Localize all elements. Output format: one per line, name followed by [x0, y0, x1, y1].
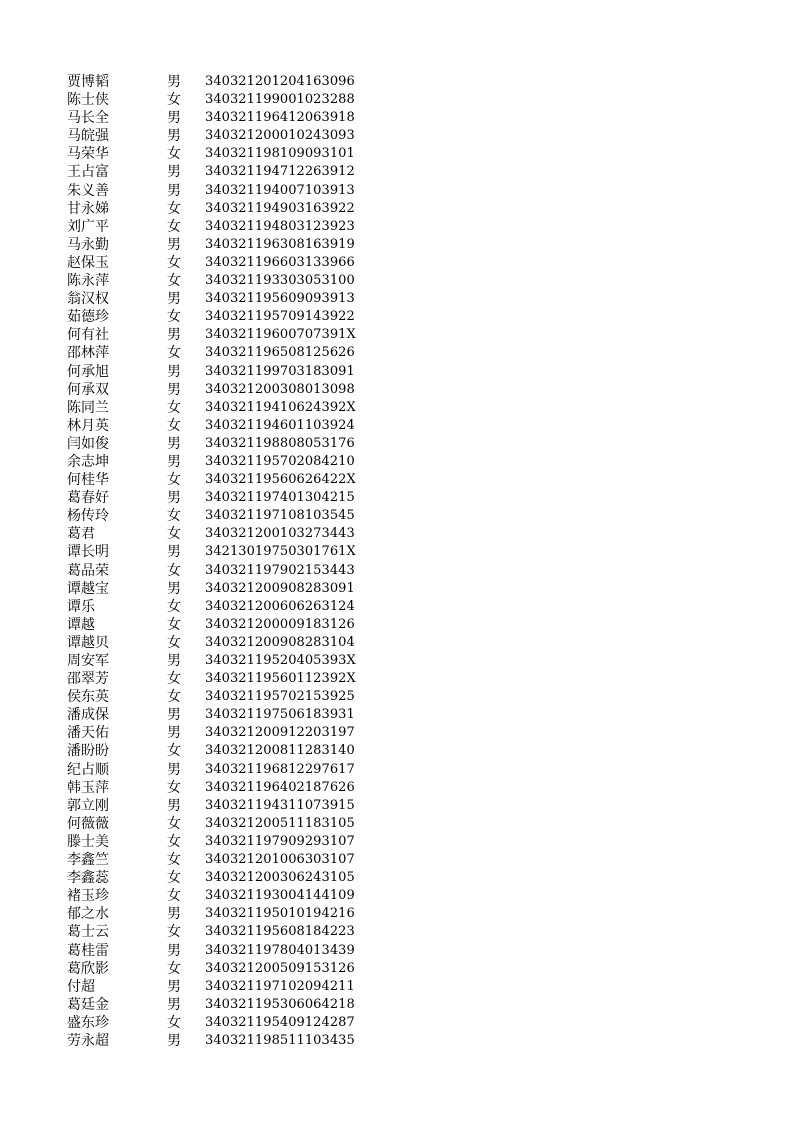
name-cell: 茹德珍 — [67, 309, 109, 326]
name-cell: 何承旭 — [67, 363, 109, 380]
name-cell: 滕士美 — [67, 833, 109, 850]
id-number-cell: 340321200308013098 — [205, 381, 355, 397]
name-cell: 葛廷金 — [67, 996, 109, 1013]
id-number-cell: 340321199001023288 — [205, 92, 355, 108]
table-row — [0, 942, 793, 960]
table-row — [0, 797, 793, 815]
id-number-cell: 340321200009183126 — [205, 616, 355, 632]
table-row — [0, 417, 793, 435]
id-number-cell: 340321195010194216 — [205, 906, 355, 922]
name-cell: 盛东珍 — [67, 1014, 109, 1031]
table-row — [0, 869, 793, 887]
id-number-cell: 340321197902153443 — [205, 562, 355, 578]
name-cell: 陈士侠 — [67, 92, 109, 109]
id-number-cell: 340321196308163919 — [205, 236, 355, 252]
table-row — [0, 218, 793, 236]
table-row — [0, 471, 793, 489]
name-cell: 潘盼盼 — [67, 743, 109, 760]
id-number-cell: 340321198109093101 — [205, 146, 355, 162]
name-cell: 何薇薇 — [67, 815, 109, 832]
gender-cell: 男 — [167, 725, 181, 742]
id-number-cell: 340321200103273443 — [205, 526, 355, 542]
name-cell: 谭乐 — [67, 598, 95, 615]
id-number-cell: 34032119410624392X — [205, 399, 356, 415]
table-row — [0, 688, 793, 706]
gender-cell: 男 — [167, 381, 181, 398]
gender-cell: 女 — [167, 815, 181, 832]
gender-cell: 女 — [167, 833, 181, 850]
table-row — [0, 363, 793, 381]
gender-cell: 男 — [167, 435, 181, 452]
table-row — [0, 453, 793, 471]
table-row — [0, 887, 793, 905]
name-cell: 王占富 — [67, 164, 109, 181]
gender-cell: 男 — [167, 327, 181, 344]
gender-cell: 男 — [167, 761, 181, 778]
gender-cell: 女 — [167, 598, 181, 615]
name-cell: 侯东英 — [67, 689, 109, 706]
gender-cell: 男 — [167, 580, 181, 597]
name-cell: 刘广平 — [67, 218, 109, 235]
name-cell: 潘天佑 — [67, 725, 109, 742]
gender-cell: 女 — [167, 852, 181, 869]
name-cell: 何桂华 — [67, 472, 109, 489]
gender-cell: 女 — [167, 254, 181, 271]
gender-cell: 男 — [167, 236, 181, 253]
id-number-cell: 340321194311073915 — [205, 797, 355, 813]
table-row — [0, 851, 793, 869]
table-row — [0, 634, 793, 652]
id-number-cell: 340321197804013439 — [205, 942, 355, 958]
name-cell: 葛桂雷 — [67, 942, 109, 959]
id-number-cell: 340321199703183091 — [205, 363, 355, 379]
gender-cell: 女 — [167, 671, 181, 688]
name-cell: 谭越宝 — [67, 580, 109, 597]
name-cell: 邵翠芳 — [67, 671, 109, 688]
id-number-cell: 340321200811283140 — [205, 743, 355, 759]
gender-cell: 女 — [167, 472, 181, 489]
id-number-cell: 340321195608184223 — [205, 924, 355, 940]
gender-cell: 男 — [167, 797, 181, 814]
name-cell: 谭越贝 — [67, 634, 109, 651]
gender-cell: 女 — [167, 526, 181, 543]
gender-cell: 女 — [167, 1014, 181, 1031]
gender-cell: 女 — [167, 634, 181, 651]
table-row — [0, 833, 793, 851]
gender-cell: 女 — [167, 743, 181, 760]
table-row — [0, 706, 793, 724]
id-number-cell: 340321196812297617 — [205, 761, 355, 777]
table-row — [0, 73, 793, 91]
name-cell: 马长全 — [67, 110, 109, 127]
name-cell: 杨传玲 — [67, 508, 109, 525]
table-row — [0, 742, 793, 760]
name-cell: 李鑫蕊 — [67, 870, 109, 887]
table-row — [0, 326, 793, 344]
id-number-cell: 34032119600707391X — [205, 327, 356, 343]
table-row — [0, 598, 793, 616]
table-row — [0, 960, 793, 978]
table-row — [0, 200, 793, 218]
table-row — [0, 381, 793, 399]
id-number-cell: 340321198808053176 — [205, 435, 355, 451]
gender-cell: 男 — [167, 544, 181, 561]
id-number-cell: 340321193004144109 — [205, 888, 355, 904]
id-number-cell: 340321196508125626 — [205, 345, 355, 361]
name-cell: 陈同兰 — [67, 399, 109, 416]
name-cell: 谭越 — [67, 616, 95, 633]
name-cell: 谭长明 — [67, 544, 109, 561]
name-cell: 郭立刚 — [67, 797, 109, 814]
id-number-cell: 340321195709143922 — [205, 309, 355, 325]
id-number-cell: 340321195609093913 — [205, 291, 355, 307]
name-cell: 褚玉珍 — [67, 888, 109, 905]
gender-cell: 男 — [167, 182, 181, 199]
id-number-cell: 34213019750301761X — [205, 544, 356, 560]
gender-cell: 女 — [167, 273, 181, 290]
gender-cell: 男 — [167, 291, 181, 308]
id-number-cell: 34032119560626422X — [205, 472, 356, 488]
id-number-cell: 340321197401304215 — [205, 490, 355, 506]
id-number-cell: 340321200511183105 — [205, 815, 355, 831]
table-row — [0, 616, 793, 634]
id-number-cell: 340321195409124287 — [205, 1014, 355, 1030]
table-row — [0, 109, 793, 127]
table-row — [0, 996, 793, 1014]
id-number-cell: 340321193303053100 — [205, 273, 355, 289]
table-row — [0, 236, 793, 254]
id-number-cell: 340321200509153126 — [205, 960, 355, 976]
table-row — [0, 905, 793, 923]
table-row — [0, 91, 793, 109]
gender-cell: 女 — [167, 146, 181, 163]
roster-sheet — [0, 73, 793, 1050]
id-number-cell: 34032119560112392X — [205, 671, 356, 687]
name-cell: 纪占顺 — [67, 761, 109, 778]
gender-cell: 女 — [167, 508, 181, 525]
name-cell: 付超 — [67, 978, 95, 995]
name-cell: 余志坤 — [67, 453, 109, 470]
gender-cell: 女 — [167, 309, 181, 326]
name-cell: 甘永娣 — [67, 200, 109, 217]
id-number-cell: 340321196603133966 — [205, 254, 355, 270]
gender-cell: 女 — [167, 345, 181, 362]
gender-cell: 男 — [167, 110, 181, 127]
name-cell: 马永勤 — [67, 236, 109, 253]
id-number-cell: 340321195702153925 — [205, 689, 355, 705]
name-cell: 葛品荣 — [67, 562, 109, 579]
gender-cell: 男 — [167, 942, 181, 959]
gender-cell: 男 — [167, 1032, 181, 1049]
table-row — [0, 670, 793, 688]
name-cell: 周安军 — [67, 653, 109, 669]
table-row — [0, 562, 793, 580]
table-row — [0, 1014, 793, 1032]
name-cell: 翁汉权 — [67, 291, 109, 308]
id-number-cell: 340321200010243093 — [205, 128, 355, 144]
id-number-cell: 340321197506183931 — [205, 707, 355, 723]
id-number-cell: 340321200606263124 — [205, 598, 355, 614]
id-number-cell: 340321194601103924 — [205, 417, 355, 433]
id-number-cell: 340321200908283104 — [205, 634, 355, 650]
name-cell: 葛春好 — [67, 490, 109, 507]
gender-cell: 女 — [167, 92, 181, 109]
table-row — [0, 815, 793, 833]
name-cell: 何有社 — [67, 327, 109, 344]
id-number-cell: 340321200908283091 — [205, 580, 355, 596]
name-cell: 林月英 — [67, 417, 109, 434]
gender-cell: 男 — [167, 164, 181, 181]
table-row — [0, 163, 793, 181]
name-cell: 潘成保 — [67, 707, 109, 724]
name-cell: 陈永萍 — [67, 273, 109, 290]
gender-cell: 男 — [167, 996, 181, 1013]
id-number-cell: 340321200912203197 — [205, 725, 355, 741]
table-row — [0, 507, 793, 525]
gender-cell: 男 — [167, 453, 181, 470]
table-row — [0, 978, 793, 996]
name-cell: 贾博韬 — [67, 74, 109, 90]
name-cell: 葛君 — [67, 526, 95, 543]
id-number-cell: 340321195702084210 — [205, 453, 355, 469]
id-number-cell: 34032119520405393X — [205, 653, 356, 668]
name-cell: 韩玉萍 — [67, 779, 109, 796]
table-row — [0, 399, 793, 417]
id-number-cell: 340321201204163096 — [205, 74, 355, 89]
table-row — [0, 182, 793, 200]
gender-cell: 女 — [167, 218, 181, 235]
gender-cell: 女 — [167, 562, 181, 579]
gender-cell: 男 — [167, 653, 181, 669]
table-row — [0, 779, 793, 797]
name-cell: 朱义善 — [67, 182, 109, 199]
gender-cell: 男 — [167, 74, 181, 90]
name-cell: 赵保玉 — [67, 254, 109, 271]
id-number-cell: 340321196412063918 — [205, 110, 355, 126]
name-cell: 何承双 — [67, 381, 109, 398]
table-row — [0, 1032, 793, 1050]
id-number-cell: 340321194803123923 — [205, 218, 355, 234]
name-cell: 闫如俊 — [67, 435, 109, 452]
table-row — [0, 652, 793, 670]
name-cell: 马皖强 — [67, 128, 109, 145]
table-row — [0, 724, 793, 742]
gender-cell: 女 — [167, 200, 181, 217]
gender-cell: 女 — [167, 870, 181, 887]
gender-cell: 女 — [167, 689, 181, 706]
id-number-cell: 340321197909293107 — [205, 833, 355, 849]
table-row — [0, 435, 793, 453]
id-number-cell: 340321195306064218 — [205, 996, 355, 1012]
gender-cell: 男 — [167, 906, 181, 923]
gender-cell: 男 — [167, 363, 181, 380]
table-row — [0, 127, 793, 145]
gender-cell: 男 — [167, 128, 181, 145]
gender-cell: 女 — [167, 960, 181, 977]
table-row — [0, 580, 793, 598]
gender-cell: 女 — [167, 924, 181, 941]
gender-cell: 女 — [167, 399, 181, 416]
table-row — [0, 254, 793, 272]
name-cell: 李鑫竺 — [67, 852, 109, 869]
name-cell: 葛士云 — [67, 924, 109, 941]
table-row — [0, 525, 793, 543]
table-row — [0, 543, 793, 561]
table-row — [0, 923, 793, 941]
table-row — [0, 290, 793, 308]
id-number-cell: 340321197108103545 — [205, 508, 355, 524]
id-number-cell: 340321194712263912 — [205, 164, 355, 180]
name-cell: 马荣华 — [67, 146, 109, 163]
gender-cell: 男 — [167, 490, 181, 507]
id-number-cell: 340321201006303107 — [205, 852, 355, 868]
name-cell: 劳永超 — [67, 1032, 109, 1049]
id-number-cell: 340321194903163922 — [205, 200, 355, 216]
gender-cell: 女 — [167, 417, 181, 434]
id-number-cell: 340321197102094211 — [205, 978, 355, 994]
name-cell: 葛欣影 — [67, 960, 109, 977]
table-row — [0, 344, 793, 362]
id-number-cell: 340321198511103435 — [205, 1032, 355, 1048]
id-number-cell: 340321196402187626 — [205, 779, 355, 795]
table-row — [0, 489, 793, 507]
id-number-cell: 340321194007103913 — [205, 182, 355, 198]
name-cell: 郁之水 — [67, 906, 109, 923]
gender-cell: 女 — [167, 779, 181, 796]
name-cell: 邵林萍 — [67, 345, 109, 362]
gender-cell: 女 — [167, 888, 181, 905]
table-row — [0, 145, 793, 163]
table-row — [0, 761, 793, 779]
gender-cell: 男 — [167, 978, 181, 995]
gender-cell: 男 — [167, 707, 181, 724]
id-number-cell: 340321200306243105 — [205, 870, 355, 886]
gender-cell: 女 — [167, 616, 181, 633]
table-row — [0, 272, 793, 290]
table-row — [0, 308, 793, 326]
